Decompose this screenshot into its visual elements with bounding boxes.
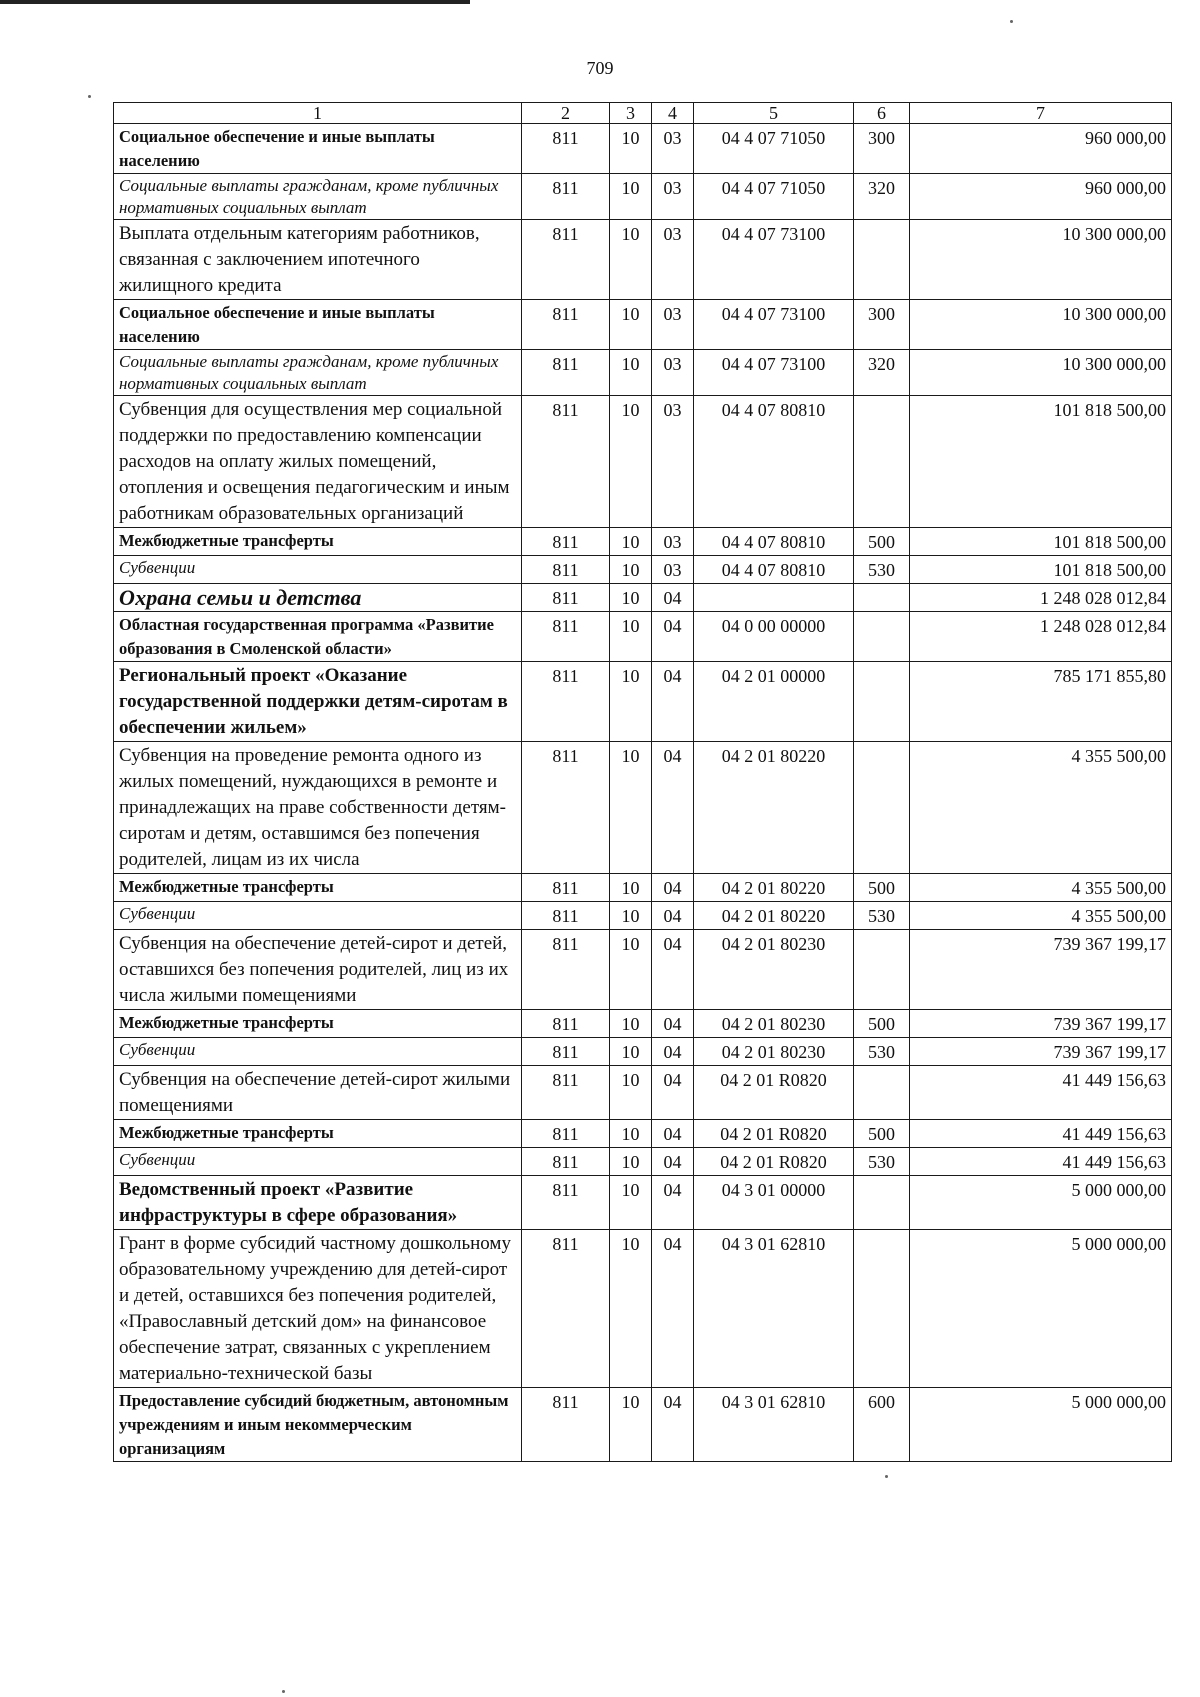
row-code-6 <box>854 1230 910 1388</box>
row-code-3: 10 <box>610 124 652 174</box>
row-name: Социальное обеспечение и иные выплаты населению <box>114 124 522 174</box>
column-header: 1 <box>114 103 522 124</box>
row-name: Субвенции <box>114 1038 522 1066</box>
row-code-3: 10 <box>610 174 652 220</box>
row-code-5: 04 2 01 80220 <box>694 874 854 902</box>
row-code-2: 811 <box>522 396 610 528</box>
row-code-4: 03 <box>652 174 694 220</box>
row-code-4: 04 <box>652 902 694 930</box>
row-code-3: 10 <box>610 1120 652 1148</box>
table-row <box>114 396 1172 528</box>
row-name: Субвенция на обеспечение детей-сирот жилыми помещениями <box>114 1066 522 1120</box>
row-name: Субвенция на обеспечение детей-сирот и детей, оставшихся без попечения родителей, лиц из их числа жилыми помещениями <box>114 930 522 1010</box>
row-name: Предоставление субсидий бюджетным, автономным учреждениям и иным некоммерческим организациям <box>114 1388 522 1462</box>
row-code-2: 811 <box>522 742 610 874</box>
table-row <box>114 350 1172 396</box>
table-row <box>114 1148 1172 1176</box>
row-code-6: 530 <box>854 902 910 930</box>
row-code-5: 04 2 01 R0820 <box>694 1120 854 1148</box>
row-amount: 10 300 000,00 <box>910 350 1172 396</box>
row-code-2: 811 <box>522 1066 610 1120</box>
row-amount: 4 355 500,00 <box>910 902 1172 930</box>
row-code-6 <box>854 930 910 1010</box>
table-row <box>114 528 1172 556</box>
table-row <box>114 300 1172 350</box>
row-name: Межбюджетные трансферты <box>114 528 522 556</box>
row-code-2: 811 <box>522 1148 610 1176</box>
scan-speck <box>88 95 91 98</box>
row-code-5: 04 2 01 00000 <box>694 662 854 742</box>
page-number: 709 <box>586 58 614 78</box>
scan-speck <box>1010 20 1013 23</box>
row-code-2: 811 <box>522 350 610 396</box>
row-code-6 <box>854 396 910 528</box>
row-amount: 10 300 000,00 <box>910 300 1172 350</box>
row-code-3: 10 <box>610 1038 652 1066</box>
row-code-5: 04 4 07 80810 <box>694 396 854 528</box>
table-row <box>114 124 1172 174</box>
row-code-3: 10 <box>610 528 652 556</box>
row-code-5: 04 2 01 80230 <box>694 930 854 1010</box>
row-code-2: 811 <box>522 1120 610 1148</box>
row-amount: 4 355 500,00 <box>910 874 1172 902</box>
column-header: 5 <box>694 103 854 124</box>
row-code-3: 10 <box>610 1230 652 1388</box>
table-row <box>114 902 1172 930</box>
row-amount: 101 818 500,00 <box>910 528 1172 556</box>
row-code-2: 811 <box>522 1010 610 1038</box>
table-row <box>114 220 1172 300</box>
row-code-6: 600 <box>854 1388 910 1462</box>
row-code-4: 03 <box>652 528 694 556</box>
row-code-6 <box>854 612 910 662</box>
row-code-6: 300 <box>854 300 910 350</box>
row-name: Субвенция на проведение ремонта одного из жилых помещений, нуждающихся в ремонте и принадлежащих на праве собственности детям-сиротам и детям, оставшимся без попечения родителей, лицам из их числа <box>114 742 522 874</box>
row-code-5: 04 3 01 00000 <box>694 1176 854 1230</box>
row-amount: 101 818 500,00 <box>910 556 1172 584</box>
row-code-4: 03 <box>652 556 694 584</box>
row-name: Социальные выплаты гражданам, кроме публичных нормативных социальных выплат <box>114 174 522 220</box>
row-code-6 <box>854 742 910 874</box>
row-code-6: 530 <box>854 1038 910 1066</box>
row-code-2: 811 <box>522 874 610 902</box>
row-code-6: 500 <box>854 1120 910 1148</box>
row-code-5: 04 4 07 73100 <box>694 350 854 396</box>
table-row <box>114 1388 1172 1462</box>
scan-speck <box>282 1690 285 1693</box>
row-name: Региональный проект «Оказание государственной поддержки детям-сиротам в обеспечении жильем» <box>114 662 522 742</box>
row-code-5: 04 3 01 62810 <box>694 1388 854 1462</box>
row-name: Субвенции <box>114 1148 522 1176</box>
row-code-5: 04 0 00 00000 <box>694 612 854 662</box>
column-header: 3 <box>610 103 652 124</box>
row-code-5: 04 2 01 R0820 <box>694 1066 854 1120</box>
row-code-5: 04 2 01 80230 <box>694 1038 854 1066</box>
row-name: Охрана семьи и детства <box>114 584 522 612</box>
row-code-5: 04 2 01 80230 <box>694 1010 854 1038</box>
row-code-4: 04 <box>652 1176 694 1230</box>
scan-edge-mark <box>0 0 470 4</box>
row-code-4: 04 <box>652 1066 694 1120</box>
budget-table <box>113 102 1172 1462</box>
row-code-6: 320 <box>854 350 910 396</box>
column-header: 7 <box>910 103 1172 124</box>
row-amount: 41 449 156,63 <box>910 1148 1172 1176</box>
row-code-3: 10 <box>610 662 652 742</box>
table-row <box>114 1066 1172 1120</box>
table-header-row <box>114 103 1172 124</box>
row-code-5: 04 4 07 73100 <box>694 300 854 350</box>
row-name: Социальные выплаты гражданам, кроме публичных нормативных социальных выплат <box>114 350 522 396</box>
row-code-2: 811 <box>522 1230 610 1388</box>
column-header: 4 <box>652 103 694 124</box>
table-row <box>114 874 1172 902</box>
row-name: Выплата отдельным категориям работников, связанная с заключением ипотечного жилищного кредита <box>114 220 522 300</box>
row-code-3: 10 <box>610 930 652 1010</box>
row-name: Грант в форме субсидий частному дошкольному образовательному учреждению для детей-сирот и детей, оставшихся без попечения родителей, «Православный детский дом» на финансовое обеспечение затрат, связанных с укреплением материально-технической базы <box>114 1230 522 1388</box>
row-name: Субвенции <box>114 556 522 584</box>
table-row <box>114 174 1172 220</box>
scan-speck <box>885 1475 888 1478</box>
row-code-3: 10 <box>610 874 652 902</box>
table-row <box>114 584 1172 612</box>
row-amount: 101 818 500,00 <box>910 396 1172 528</box>
row-amount: 5 000 000,00 <box>910 1230 1172 1388</box>
table-row <box>114 1230 1172 1388</box>
row-code-3: 10 <box>610 556 652 584</box>
row-code-4: 04 <box>652 1038 694 1066</box>
row-amount: 41 449 156,63 <box>910 1120 1172 1148</box>
row-code-3: 10 <box>610 300 652 350</box>
row-name: Субвенция для осуществления мер социальной поддержки по предоставлению компенсации расходов на оплату жилых помещений, отопления и освещения педагогическим и иным работникам образовательных организаций <box>114 396 522 528</box>
row-code-5: 04 4 07 80810 <box>694 556 854 584</box>
row-amount: 4 355 500,00 <box>910 742 1172 874</box>
row-amount: 1 248 028 012,84 <box>910 612 1172 662</box>
row-code-5: 04 2 01 80220 <box>694 902 854 930</box>
row-code-6: 320 <box>854 174 910 220</box>
row-code-6 <box>854 662 910 742</box>
row-name: Субвенции <box>114 902 522 930</box>
row-code-3: 10 <box>610 612 652 662</box>
row-amount: 41 449 156,63 <box>910 1066 1172 1120</box>
row-code-2: 811 <box>522 220 610 300</box>
row-amount: 5 000 000,00 <box>910 1176 1172 1230</box>
row-code-3: 10 <box>610 1066 652 1120</box>
row-code-5: 04 4 07 71050 <box>694 174 854 220</box>
row-code-6 <box>854 1066 910 1120</box>
row-code-2: 811 <box>522 584 610 612</box>
row-code-6: 500 <box>854 1010 910 1038</box>
row-code-3: 10 <box>610 742 652 874</box>
row-code-4: 04 <box>652 1148 694 1176</box>
row-code-2: 811 <box>522 528 610 556</box>
row-code-4: 03 <box>652 350 694 396</box>
row-code-3: 10 <box>610 902 652 930</box>
row-code-5: 04 4 07 71050 <box>694 124 854 174</box>
row-code-4: 03 <box>652 124 694 174</box>
row-code-5: 04 4 07 73100 <box>694 220 854 300</box>
row-code-2: 811 <box>522 124 610 174</box>
row-code-3: 10 <box>610 350 652 396</box>
row-amount: 1 248 028 012,84 <box>910 584 1172 612</box>
row-amount: 960 000,00 <box>910 124 1172 174</box>
row-code-4: 04 <box>652 874 694 902</box>
row-code-5: 04 3 01 62810 <box>694 1230 854 1388</box>
row-code-6: 530 <box>854 1148 910 1176</box>
row-code-5 <box>694 584 854 612</box>
row-code-5: 04 2 01 80220 <box>694 742 854 874</box>
row-name: Областная государственная программа «Развитие образования в Смоленской области» <box>114 612 522 662</box>
table-row <box>114 930 1172 1010</box>
table-row <box>114 556 1172 584</box>
table-row <box>114 1176 1172 1230</box>
row-name: Межбюджетные трансферты <box>114 874 522 902</box>
row-code-2: 811 <box>522 300 610 350</box>
row-code-3: 10 <box>610 1176 652 1230</box>
row-code-4: 04 <box>652 1388 694 1462</box>
row-code-6 <box>854 220 910 300</box>
row-name: Межбюджетные трансферты <box>114 1010 522 1038</box>
row-code-2: 811 <box>522 930 610 1010</box>
row-code-2: 811 <box>522 174 610 220</box>
row-code-4: 03 <box>652 396 694 528</box>
table-row <box>114 612 1172 662</box>
row-code-6 <box>854 1176 910 1230</box>
row-code-3: 10 <box>610 396 652 528</box>
row-code-4: 04 <box>652 584 694 612</box>
row-name: Межбюджетные трансферты <box>114 1120 522 1148</box>
row-code-5: 04 4 07 80810 <box>694 528 854 556</box>
row-code-4: 04 <box>652 1010 694 1038</box>
table-row <box>114 1038 1172 1066</box>
row-code-3: 10 <box>610 1388 652 1462</box>
row-code-4: 04 <box>652 1230 694 1388</box>
row-code-6: 500 <box>854 874 910 902</box>
row-code-2: 811 <box>522 556 610 584</box>
table-row <box>114 1010 1172 1038</box>
row-amount: 739 367 199,17 <box>910 1010 1172 1038</box>
row-code-3: 10 <box>610 1010 652 1038</box>
table-row <box>114 742 1172 874</box>
table-row <box>114 1120 1172 1148</box>
row-code-2: 811 <box>522 902 610 930</box>
row-code-2: 811 <box>522 1388 610 1462</box>
row-code-4: 04 <box>652 742 694 874</box>
row-code-4: 04 <box>652 1120 694 1148</box>
row-code-4: 04 <box>652 612 694 662</box>
row-code-2: 811 <box>522 612 610 662</box>
column-header: 6 <box>854 103 910 124</box>
row-code-6: 530 <box>854 556 910 584</box>
column-header: 2 <box>522 103 610 124</box>
row-code-4: 03 <box>652 220 694 300</box>
row-code-6: 300 <box>854 124 910 174</box>
row-code-3: 10 <box>610 220 652 300</box>
row-code-3: 10 <box>610 584 652 612</box>
row-code-4: 04 <box>652 662 694 742</box>
row-name: Ведомственный проект «Развитие инфраструктуры в сфере образования» <box>114 1176 522 1230</box>
table-row <box>114 662 1172 742</box>
row-code-2: 811 <box>522 662 610 742</box>
row-code-4: 03 <box>652 300 694 350</box>
row-code-3: 10 <box>610 1148 652 1176</box>
row-amount: 739 367 199,17 <box>910 930 1172 1010</box>
row-amount: 739 367 199,17 <box>910 1038 1172 1066</box>
row-code-2: 811 <box>522 1038 610 1066</box>
row-code-6 <box>854 584 910 612</box>
row-code-5: 04 2 01 R0820 <box>694 1148 854 1176</box>
row-amount: 785 171 855,80 <box>910 662 1172 742</box>
row-code-2: 811 <box>522 1176 610 1230</box>
row-code-6: 500 <box>854 528 910 556</box>
row-amount: 10 300 000,00 <box>910 220 1172 300</box>
row-name: Социальное обеспечение и иные выплаты населению <box>114 300 522 350</box>
row-amount: 960 000,00 <box>910 174 1172 220</box>
row-code-4: 04 <box>652 930 694 1010</box>
row-amount: 5 000 000,00 <box>910 1388 1172 1462</box>
